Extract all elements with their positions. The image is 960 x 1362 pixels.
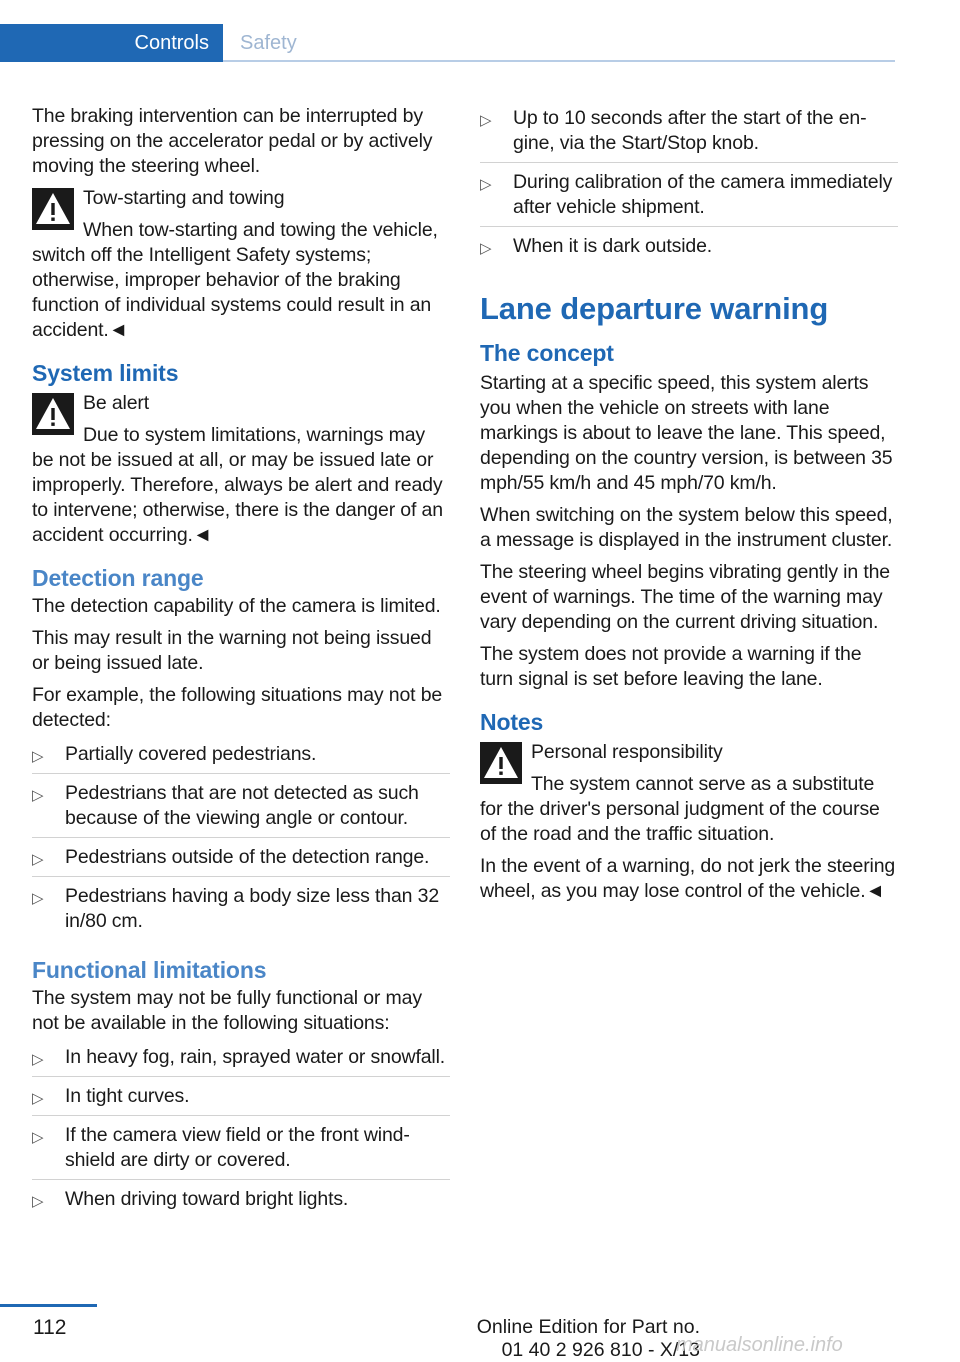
triangle-bullet-icon: ▷ xyxy=(32,1051,44,1068)
paragraph: The detection capability of the camera is limited. xyxy=(32,595,441,617)
right-column xyxy=(480,104,898,911)
list-item: ▷ When it is dark outside. xyxy=(480,232,898,265)
triangle-bullet-icon: ▷ xyxy=(32,890,44,907)
intro-paragraph: The braking intervention can be interrupted by pressing on the accelerator pedal or by actively moving the steering wheel. xyxy=(32,105,433,177)
paragraph: The system may not be fully functional or may not be available in the following situations: xyxy=(32,987,422,1034)
triangle-bullet-icon: ▷ xyxy=(480,240,492,257)
footer-rule xyxy=(0,1304,97,1307)
warning-body: When tow-starting and towing the vehicle, switch off the Intelligent Safety systems; otherwise, improper behavior of the braking function of individual systems could result in an accident.◄ xyxy=(32,219,438,341)
paragraph: The steering wheel begins vibrating gently in the event of warnings. The time of the warning may vary depending on the current driving situation. xyxy=(480,561,890,633)
edition-text: Online Edition for Part no. 01 40 2 926 810 - X/13 xyxy=(476,1316,700,1361)
functional-list xyxy=(32,1043,450,1218)
warning-towing xyxy=(32,186,450,343)
heading-lane-departure-warning: Lane departure warning xyxy=(480,291,829,326)
paragraph: The system does not provide a warning if the turn signal is set before leaving the lane. xyxy=(480,643,862,690)
list-item: ▷ In heavy fog, rain, sprayed water or snowfall. xyxy=(32,1043,450,1077)
warning-title: Personal responsibility xyxy=(531,741,723,763)
triangle-bullet-icon: ▷ xyxy=(480,176,492,193)
tab-controls[interactable]: Controls xyxy=(0,24,223,62)
triangle-bullet-icon: ▷ xyxy=(32,1090,44,1107)
warning-be-alert xyxy=(32,391,450,548)
list-item: ▷ If the camera view field or the front windshield are dirty or covered. xyxy=(32,1121,450,1180)
list-item: ▷ Partially covered pedestrians. xyxy=(32,740,450,774)
paragraph: Starting at a specific speed, this system alerts you when the vehicle on streets with lane markings is about to leave the lane. This speed, depending on the country version, is between 35 mph/55 km/h and 45 mph/70 km/h. xyxy=(480,372,893,494)
situations-list xyxy=(480,104,898,265)
heading-notes: Notes xyxy=(480,709,544,735)
warning-triangle-icon xyxy=(480,742,522,784)
list-item: ▷ Up to 10 seconds after the start of the engine, via the Start/Stop knob. xyxy=(480,104,898,163)
list-item: ▷ Pedestrians having a body size less than 32 in/80 cm. xyxy=(32,885,440,932)
top-nav xyxy=(0,0,960,62)
detection-list xyxy=(32,740,450,940)
heading-functional-limitations: Functional limitations xyxy=(32,957,267,983)
heading-detection-range: Detection range xyxy=(32,565,204,591)
warning-title: Tow-starting and towing xyxy=(83,187,285,209)
warning-personal-responsibility xyxy=(480,740,898,847)
list-item: ▷ Pedestrians that are not detected as such because of the viewing angle or contour. xyxy=(32,779,450,838)
triangle-bullet-icon: ▷ xyxy=(32,851,44,868)
header-rule xyxy=(223,60,895,62)
heading-system-limits: System limits xyxy=(32,360,179,386)
watermark: manualsonline.info xyxy=(676,1334,843,1356)
warning-body: Due to system limitations, warnings may be not be issued at all, or may be issued late or improperly. Therefore, always be alert and ready to intervene; otherwise, there is the danger of an accident occurring.◄ xyxy=(32,424,443,546)
list-item: ▷ During calibration of the camera immediately after vehicle shipment. xyxy=(480,168,898,227)
warning-triangle-icon xyxy=(32,393,74,435)
warning-title: Be alert xyxy=(83,392,150,414)
tab-safety[interactable]: Safety xyxy=(240,31,297,54)
paragraph: For example, the following situations may not be detected: xyxy=(32,684,443,731)
triangle-bullet-icon: ▷ xyxy=(32,1193,44,1210)
paragraph: When switching on the system below this speed, a message is displayed in the instrument cluster. xyxy=(480,504,893,551)
left-column xyxy=(32,104,450,1223)
warning-body: The system cannot serve as a substitute for the driver's personal judgment of the course of the road and the traffic situation. xyxy=(480,773,880,845)
warning-triangle-icon xyxy=(32,188,74,230)
triangle-bullet-icon: ▷ xyxy=(32,748,44,765)
list-item: ▷ In tight curves. xyxy=(32,1082,450,1116)
triangle-bullet-icon: ▷ xyxy=(32,1129,44,1146)
paragraph: In the event of a warning, do not jerk the steering wheel, as you may lose control of the vehicle.◄ xyxy=(480,855,896,902)
triangle-bullet-icon: ▷ xyxy=(32,787,44,804)
triangle-bullet-icon: ▷ xyxy=(480,112,492,129)
list-item: ▷ Pedestrians outside of the detection range. xyxy=(32,843,450,877)
page-number: 112 xyxy=(33,1316,67,1339)
paragraph: This may result in the warning not being issued or being issued late. xyxy=(32,627,432,674)
list-item: ▷ When driving toward bright lights. xyxy=(32,1185,450,1218)
heading-the-concept: The concept xyxy=(480,340,614,366)
